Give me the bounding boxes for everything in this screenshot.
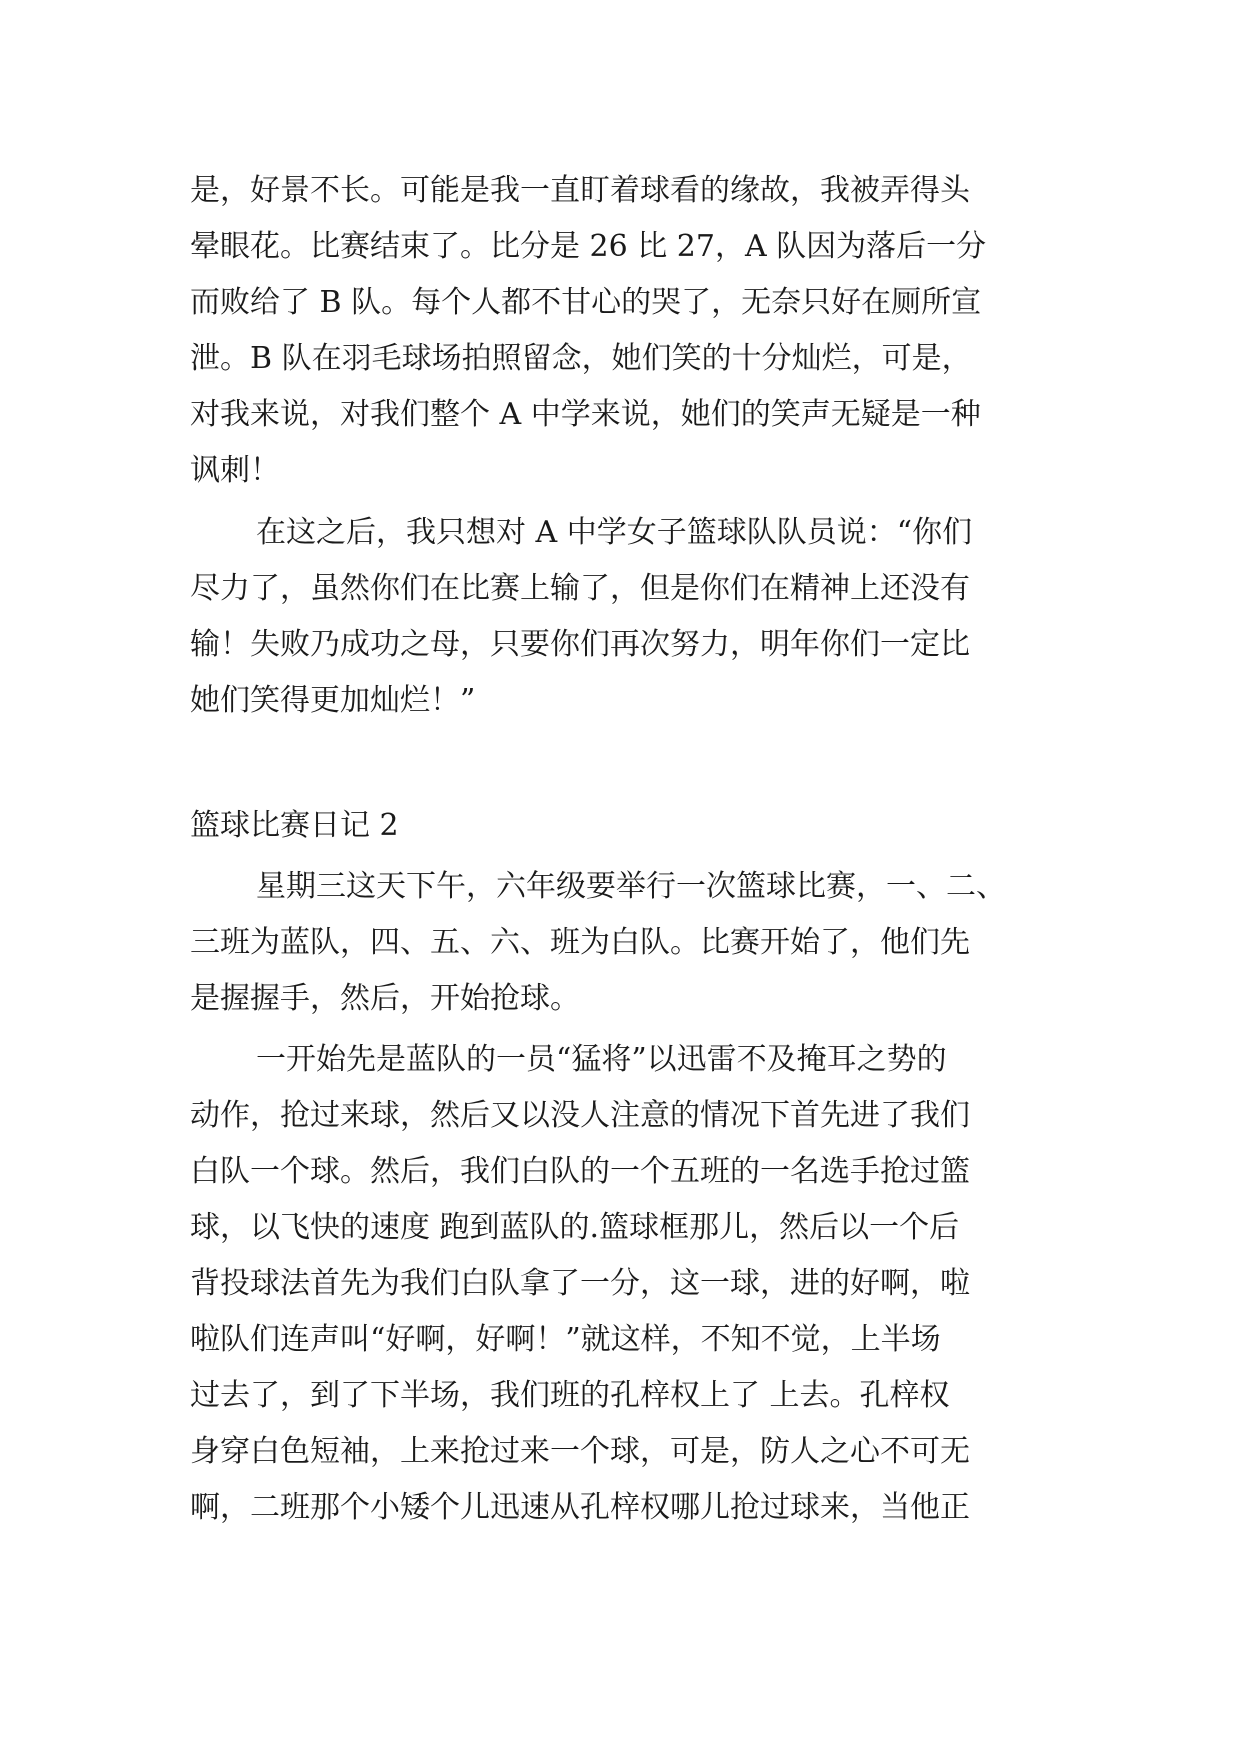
- text-line: 动作，抢过来球，然后又以没人注意的情况下首先进了我们: [190, 1098, 970, 1133]
- text-line: 是握握手，然后，开始抢球。: [190, 981, 580, 1016]
- text-line: 三班为蓝队，四、五、六、班为白队。比赛开始了，他们先: [190, 925, 970, 960]
- text-line: 啊，二班那个小矮个儿迅速从孔梓权哪儿抢过球来，当他正: [190, 1490, 970, 1525]
- text-line: 对我来说，对我们整个 A 中学来说，她们的笑声无疑是一种: [190, 397, 981, 432]
- text-line: 输！失败乃成功之母，只要你们再次努力，明年你们一定比: [190, 627, 970, 662]
- text-line: 她们笑得更加灿烂！”: [190, 683, 476, 718]
- text-line: 晕眼花。比赛结束了。比分是 26 比 27，A 队因为落后一分: [190, 229, 987, 264]
- text-line: 尽力了，虽然你们在比赛上输了，但是你们在精神上还没有: [190, 571, 970, 606]
- text-line: 泄。B 队在羽毛球场拍照留念，她们笑的十分灿烂，可是，: [190, 341, 972, 376]
- text-line: 白队一个球。然后，我们白队的一个五班的一名选手抢过篮: [190, 1154, 970, 1189]
- text-line: 星期三这天下午，六年级要举行一次篮球比赛，一、二、: [256, 869, 1006, 904]
- text-line: 啦队们连声叫“好啊，好啊！”就这样，不知不觉，上半场: [190, 1322, 941, 1357]
- text-line: 球，以飞快的速度 跑到蓝队的.篮球框那儿，然后以一个后: [190, 1210, 960, 1245]
- text-line: 身穿白色短袖，上来抢过来一个球，可是，防人之心不可无: [190, 1434, 970, 1469]
- text-line: 在这之后，我只想对 A 中学女子篮球队队员说：“你们: [256, 515, 973, 550]
- text-line: 而败给了 B 队。每个人都不甘心的哭了，无奈只好在厕所宣: [190, 285, 982, 320]
- text-line: 一开始先是蓝队的一员“猛将”以迅雷不及掩耳之势的: [256, 1042, 947, 1077]
- text-line: 背投球法首先为我们白队拿了一分，这一球，进的好啊，啦: [190, 1266, 970, 1301]
- text-line: 过去了，到了下半场，我们班的孔梓权上了 上去。孔梓权: [190, 1378, 950, 1413]
- section-title: 篮球比赛日记 2: [190, 808, 399, 843]
- text-line: 是，好景不长。可能是我一直盯着球看的缘故，我被弄得头: [190, 173, 970, 208]
- text-line: 讽刺！: [190, 453, 280, 488]
